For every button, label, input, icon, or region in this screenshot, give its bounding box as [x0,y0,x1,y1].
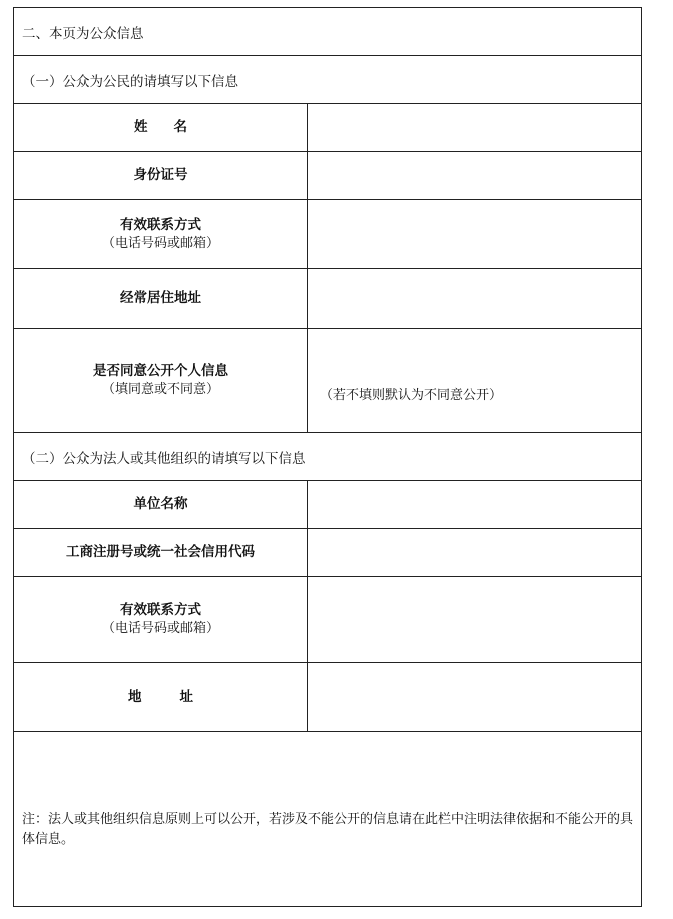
citizen-consent-label-cell [14,329,308,432]
section-title: 二、本页为公众信息 [22,25,144,42]
org-registration-label: 工商注册号或统一社会信用代码 [66,544,255,560]
org-unit-label-cell [14,481,308,528]
citizen-id-label-cell [14,152,308,199]
citizen-address-row [14,269,641,329]
citizen-contact-label-cell [14,200,308,268]
citizen-contact-row [14,200,641,269]
org-contact-row [14,577,641,663]
org-unit-label: 单位名称 [133,496,188,512]
note-text: 注：法人或其他组织信息原则上可以公开，若涉及不能公开的信息请在此栏中注明法律依据和不能公开的具体信息。 [22,812,634,847]
note-area[interactable] [14,732,641,906]
org-registration-row [14,529,641,577]
org-contact-label: 有效联系方式 [120,602,201,618]
org-address-label-cell [14,663,308,731]
citizen-address-label-cell [14,269,308,328]
section-title-row [14,8,641,56]
org-contact-field[interactable] [308,577,641,662]
citizen-consent-sublabel: （填同意或不同意） [101,382,219,397]
organization-heading-row [14,433,641,481]
org-unit-row [14,481,641,529]
citizen-id-field[interactable] [308,152,641,199]
citizen-address-field[interactable] [308,269,641,328]
org-unit-field[interactable] [308,481,641,528]
org-address-label: 地址 [128,688,231,705]
citizen-consent-hint: （若不填则默认为不同意公开） [320,388,503,403]
org-registration-label-cell [14,529,308,576]
citizen-heading: （一）公众为公民的请填写以下信息 [22,73,238,90]
citizen-heading-row [14,56,641,104]
org-contact-label-cell [14,577,308,662]
org-address-field[interactable] [308,663,641,731]
citizen-id-label: 身份证号 [133,167,188,183]
citizen-consent-label: 是否同意公开个人信息 [93,363,228,379]
citizen-consent-row [14,329,641,433]
public-info-form [13,7,642,907]
citizen-contact-field[interactable] [308,200,641,268]
citizen-contact-sublabel: （电话号码或邮箱） [101,235,219,251]
org-contact-sublabel: （电话号码或邮箱） [101,621,219,636]
organization-heading: （二）公众为法人或其他组织的请填写以下信息 [22,450,306,467]
citizen-address-label: 经常居住地址 [120,290,201,306]
org-registration-field[interactable] [308,529,641,576]
org-address-row [14,663,641,732]
citizen-name-row [14,104,641,152]
citizen-name-label-cell [14,104,308,151]
citizen-name-field[interactable] [308,104,641,151]
citizen-name-label: 姓名 [134,119,213,135]
citizen-id-row [14,152,641,200]
citizen-contact-label: 有效联系方式 [120,216,201,233]
citizen-consent-field[interactable] [308,329,641,432]
